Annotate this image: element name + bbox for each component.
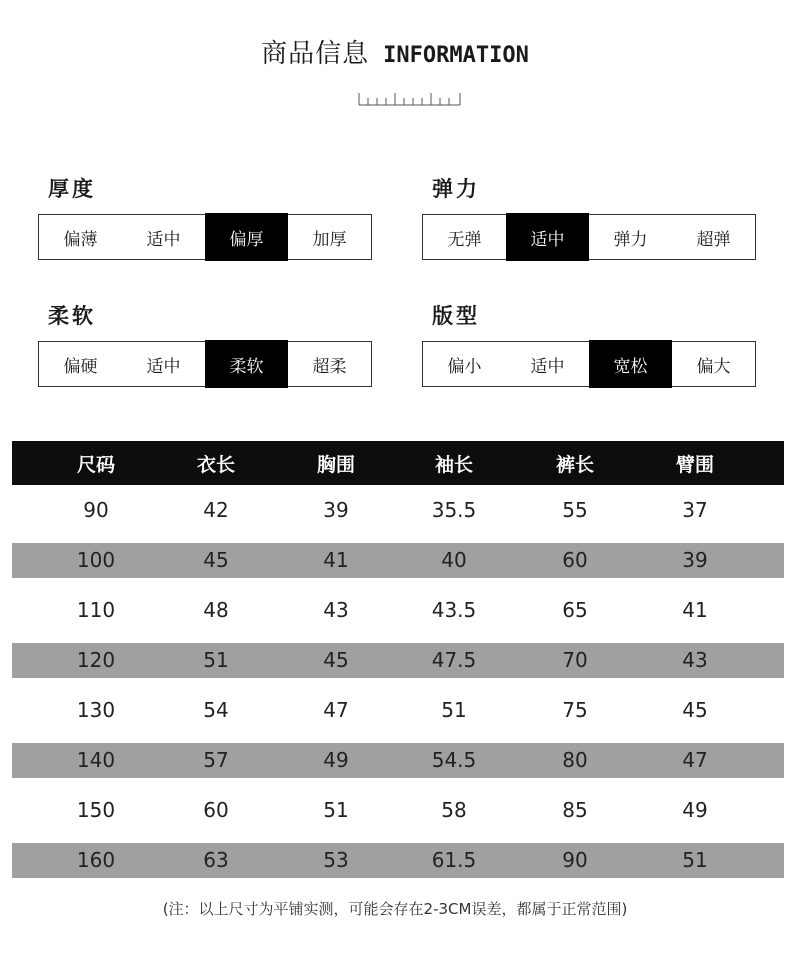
table-cell: 85 xyxy=(562,798,588,822)
table-row xyxy=(12,743,784,778)
attr-fit xyxy=(422,301,756,387)
table-cell: 57 xyxy=(203,748,229,772)
attr-softness-option: 适中 xyxy=(146,356,181,377)
table-cell: 75 xyxy=(562,698,588,722)
table-cell: 51 xyxy=(682,848,708,872)
column-header-chest: 胸围 xyxy=(316,453,355,476)
table-cell: 100 xyxy=(76,548,116,572)
attr-elasticity-option: 弹力 xyxy=(613,229,648,250)
table-cell: 39 xyxy=(323,498,349,522)
page-title-en: INFORMATION xyxy=(383,43,529,68)
attr-fit-title: 版型 xyxy=(432,304,480,328)
table-row xyxy=(12,485,784,535)
table-row xyxy=(12,543,784,578)
table-cell: 43 xyxy=(682,648,708,672)
table-cell: 40 xyxy=(441,548,467,572)
attr-elasticity-options xyxy=(422,214,756,260)
attr-thickness-option: 加厚 xyxy=(312,229,347,250)
column-header-arm: 臂围 xyxy=(675,453,714,476)
column-header-length: 衣长 xyxy=(196,453,235,476)
table-cell: 41 xyxy=(323,548,349,572)
attr-fit-option: 偏小 xyxy=(447,356,482,377)
table-cell: 80 xyxy=(562,748,588,772)
table-cell: 37 xyxy=(682,498,708,522)
attr-elasticity-option-selected: 适中 xyxy=(506,213,589,261)
size-table-body xyxy=(12,485,784,878)
table-cell: 47 xyxy=(682,748,708,772)
page-title xyxy=(0,34,790,76)
ruler-decoration-icon xyxy=(358,92,462,106)
attr-thickness-title: 厚度 xyxy=(48,177,96,201)
table-cell: 65 xyxy=(562,598,588,622)
table-cell: 35.5 xyxy=(431,498,477,522)
table-cell: 90 xyxy=(562,848,588,872)
table-cell: 58 xyxy=(441,798,467,822)
attr-elasticity-option: 无弹 xyxy=(447,229,482,250)
attr-softness-option: 偏硬 xyxy=(63,356,98,377)
attr-fit-options xyxy=(422,341,756,387)
attr-thickness-option: 偏薄 xyxy=(63,229,98,250)
table-row xyxy=(12,785,784,835)
attr-thickness-option: 适中 xyxy=(146,229,181,250)
table-cell: 49 xyxy=(323,748,349,772)
attr-softness-option: 超柔 xyxy=(312,356,347,377)
table-cell: 60 xyxy=(562,548,588,572)
attr-thickness-options xyxy=(38,214,372,260)
table-cell: 90 xyxy=(83,498,109,522)
table-cell: 54 xyxy=(203,698,229,722)
column-header-size: 尺码 xyxy=(76,453,115,476)
table-cell: 53 xyxy=(323,848,349,872)
table-cell: 39 xyxy=(682,548,708,572)
table-cell: 51 xyxy=(203,648,229,672)
attr-softness-options xyxy=(38,341,372,387)
table-cell: 45 xyxy=(682,698,708,722)
table-cell: 43.5 xyxy=(431,598,477,622)
size-table-header xyxy=(12,441,784,485)
footnote: (注：以上尺寸为平铺实测，可能会存在2-3CM误差，都属于正常范围) xyxy=(162,900,628,918)
table-cell: 70 xyxy=(562,648,588,672)
attr-thickness xyxy=(38,174,372,260)
table-cell: 110 xyxy=(76,598,116,622)
table-cell: 49 xyxy=(682,798,708,822)
table-cell: 60 xyxy=(203,798,229,822)
table-cell: 51 xyxy=(323,798,349,822)
table-cell: 47 xyxy=(323,698,349,722)
attr-fit-option: 适中 xyxy=(530,356,565,377)
table-cell: 63 xyxy=(203,848,229,872)
attr-fit-option-selected: 宽松 xyxy=(589,340,672,388)
attr-softness-option-selected: 柔软 xyxy=(205,340,288,388)
size-table xyxy=(12,441,784,885)
table-cell: 61.5 xyxy=(431,848,477,872)
table-cell: 42 xyxy=(203,498,229,522)
column-header-pants-length: 裤长 xyxy=(555,453,594,476)
attr-thickness-option-selected: 偏厚 xyxy=(205,213,288,261)
table-cell: 48 xyxy=(203,598,229,622)
table-cell: 150 xyxy=(76,798,116,822)
attr-softness-title: 柔软 xyxy=(48,304,96,328)
attr-elasticity xyxy=(422,174,756,260)
table-cell: 120 xyxy=(76,648,116,672)
table-cell: 47.5 xyxy=(431,648,477,672)
page-title-zh: 商品信息 xyxy=(261,39,370,69)
table-row xyxy=(12,843,784,878)
attr-fit-option: 偏大 xyxy=(696,356,731,377)
table-cell: 55 xyxy=(562,498,588,522)
table-row xyxy=(12,685,784,735)
table-cell: 140 xyxy=(76,748,116,772)
attr-elasticity-title: 弹力 xyxy=(432,177,480,201)
table-cell: 45 xyxy=(203,548,229,572)
table-cell: 51 xyxy=(441,698,467,722)
attr-elasticity-option: 超弹 xyxy=(696,229,731,250)
table-cell: 43 xyxy=(323,598,349,622)
table-cell: 130 xyxy=(76,698,116,722)
attr-softness xyxy=(38,301,372,387)
table-row xyxy=(12,585,784,635)
table-cell: 41 xyxy=(682,598,708,622)
table-row xyxy=(12,643,784,678)
table-cell: 45 xyxy=(323,648,349,672)
table-cell: 54.5 xyxy=(431,748,477,772)
column-header-sleeve: 袖长 xyxy=(434,453,473,476)
table-cell: 160 xyxy=(76,848,116,872)
